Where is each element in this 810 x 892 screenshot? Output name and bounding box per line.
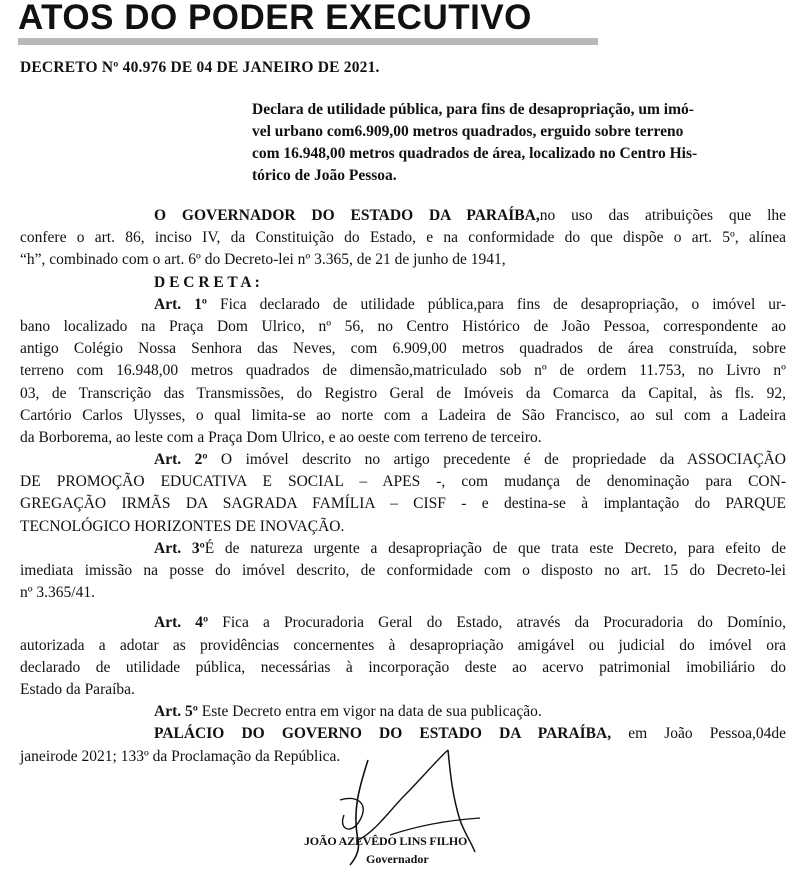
spacer bbox=[20, 604, 786, 612]
article-label: Art. 2º bbox=[154, 451, 208, 469]
article-1-line: 03, de Transcrição das Transmissões, do Registro Geral de Imóveis da Comarca da Capital, às fls. 92, bbox=[20, 384, 786, 402]
article-text: Fica declarado de utilidade pública,para fins de desapropriação, o imóvel ur- bbox=[219, 295, 787, 313]
closing-text: em João Pessoa,04de bbox=[628, 725, 787, 743]
article-4-line: autorizada a adotar as providências concernentes à desapropriação amigável ou judicial do imóvel ora bbox=[20, 636, 786, 654]
decree-body bbox=[20, 205, 786, 768]
ementa-line: tórico de João Pessoa. bbox=[252, 167, 397, 184]
ementa-line: com 16.948,00 metros quadrados de área, localizado no Centro His- bbox=[252, 145, 698, 162]
preamble-authority: O GOVERNADOR DO ESTADO DA PARAÍBA, bbox=[154, 207, 540, 224]
article-4-line: declarado de utilidade pública, necessárias à incorporação deste ao acervo patrimonial imobiliário do bbox=[20, 658, 786, 676]
preamble-line bbox=[20, 205, 786, 227]
preamble-line: “h”, combinado com o art. 6º do Decreto-lei nº 3.365, de 21 de junho de 1941, bbox=[20, 251, 506, 269]
article-2-line: TECNOLÓGICO HORIZONTES DE INOVAÇÃO. bbox=[20, 517, 345, 535]
article-2-line: DE PROMOÇÃO EDUCATIVA E SOCIAL – APES -, com mudança de denominação para CON- bbox=[20, 473, 786, 491]
article-1-line: Cartório Carlos Ulysses, o qual limita-se ao norte com a Ladeira de São Francisco, ao sul com a Ladeira bbox=[20, 406, 786, 424]
section-header bbox=[18, 0, 598, 44]
article-text: O imóvel descrito no artigo precedente é de propriedade da ASSOCIAÇÃO bbox=[220, 451, 786, 469]
decreta-heading: D E C R E T A : bbox=[154, 273, 260, 291]
article-3-line: nº 3.365/41. bbox=[20, 584, 95, 602]
article-1 bbox=[20, 294, 786, 316]
article-4 bbox=[20, 612, 786, 634]
article-label: Art. 5º bbox=[154, 703, 198, 721]
article-label: Art. 1º bbox=[154, 295, 207, 313]
ementa-line: vel urbano com6.909,00 metros quadrados, erguido sobre terreno bbox=[252, 123, 684, 140]
article-label: Art. 4º bbox=[154, 614, 209, 632]
article-text: Este Decreto entra em vigor na data de sua publicação. bbox=[201, 703, 542, 721]
signatory-name: JOÃO AZEVÊDO LINS FILHO bbox=[304, 834, 468, 848]
article-2-line: GREGAÇÃO IRMÃS DA SAGRADA FAMÍLIA – CISF - e destina-se à implantação do PARQUE bbox=[20, 495, 786, 513]
article-3 bbox=[20, 538, 786, 560]
decree-ementa bbox=[252, 99, 782, 187]
article-5 bbox=[20, 701, 786, 723]
article-text: É de natureza urgente a desapropriação de que trata este Decreto, para efeito de bbox=[204, 539, 786, 557]
article-1-line: terreno com 16.948,00 metros quadrados de dimensão,matriculado sob nº de ordem 11.753, no Livro nº bbox=[20, 362, 786, 380]
decree-title: DECRETO Nº 40.976 DE 04 DE JANEIRO DE 2021. bbox=[20, 59, 380, 76]
article-2 bbox=[20, 449, 786, 471]
closing-place: PALÁCIO DO GOVERNO DO ESTADO DA PARAÍBA, bbox=[154, 725, 612, 743]
article-1-line: antigo Colégio Nossa Senhora das Neves, com 6.909,00 metros quadrados de área construída, sobre bbox=[20, 340, 786, 358]
preamble-text: no uso das atribuições que lhe bbox=[539, 207, 787, 224]
article-1-line: bano localizado na Praça Dom Ulrico, nº 56, no Centro Histórico de João Pessoa, correspondente ao bbox=[20, 317, 786, 335]
signatory-role: Governador bbox=[366, 852, 429, 866]
preamble-line: confere o art. 86, inciso IV, da Constituição do Estado, e na conformidade do que dispõe o art. 5º, alínea bbox=[20, 229, 786, 247]
handwritten-signature bbox=[330, 740, 510, 870]
section-title: ATOS DO PODER EXECUTIVO bbox=[18, 0, 532, 37]
article-3-line: imediata imissão na posse do imóvel descrito, de conformidade com o disposto no art. 15 do Decreto-lei bbox=[20, 562, 786, 579]
article-1-line: da Borborema, ao leste com a Praça Dom Ulrico, e ao oeste com terreno de terceiro. bbox=[20, 428, 542, 446]
article-label: Art. 3º bbox=[154, 539, 205, 557]
ementa-line: Declara de utilidade pública, para fins de desapropriação, um imó- bbox=[252, 101, 694, 118]
article-4-line: Estado da Paraíba. bbox=[20, 680, 135, 698]
article-text: Fica a Procuradoria Geral do Estado, através da Procuradoria do Domínio, bbox=[222, 614, 787, 632]
closing-line: janeirode 2021; 133º da Proclamação da República. bbox=[20, 747, 341, 765]
header-underline bbox=[18, 38, 598, 45]
